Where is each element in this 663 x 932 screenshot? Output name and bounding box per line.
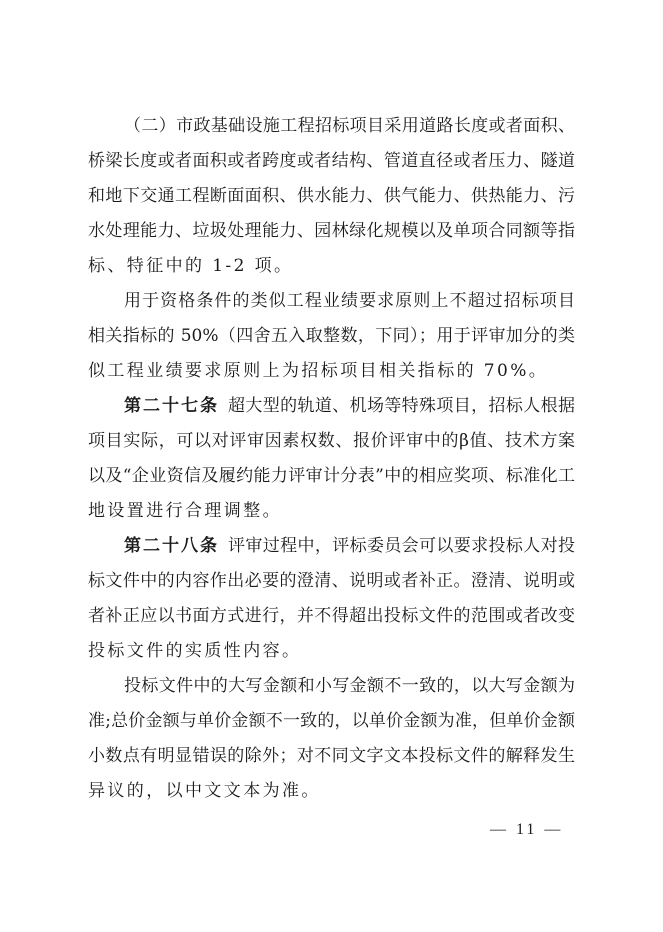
body-text-line: 者补正应以书面方式进行，并不得超出投标文件的范围或者改变 <box>88 606 575 626</box>
body-text-line: 以及“企业资信及履约能力评审计分表”中的相应奖项、标准化工 <box>88 466 575 486</box>
body-text-line: 小数点有明显错误的除外；对不同文字文本投标文件的解释发生 <box>88 746 575 766</box>
body-text-line: 投标文件中的大写金额和小写金额不一致的，以大写金额为 <box>124 676 575 696</box>
page-number: — 11 — <box>490 821 564 838</box>
body-text-line: 标文件中的内容作出必要的澄清、说明或者补正。澄清、说明或 <box>88 571 575 591</box>
body-text-line: 投标文件的实质性内容。 <box>88 641 302 661</box>
body-text-line: （二）市政基础设施工程招标项目采用道路长度或者面积、 <box>124 116 575 136</box>
body-text-line: 地设置进行合理调整。 <box>88 501 282 521</box>
body-text-line: 超大型的轨道、机场等特殊项目，招标人根据 <box>228 396 575 416</box>
body-text-line: 项目实际，可以对评审因素权数、报价评审中的β值、技术方案 <box>88 431 575 451</box>
body-text-line: 和地下交通工程断面面积、供水能力、供气能力、供热能力、污 <box>88 186 575 206</box>
body-text-line: 评审过程中，评标委员会可以要求投标人对投 <box>228 536 575 556</box>
body-text-line: 相关指标的 50%（四舍五入取整数，下同）；用于评审加分的类 <box>88 326 575 346</box>
body-text-line: 桥梁长度或者面积或者跨度或者结构、管道直径或者压力、隧道 <box>88 151 575 171</box>
body-text-line: 似工程业绩要求原则上为招标项目相关指标的 70%。 <box>88 361 549 381</box>
body-text-line: 标、特征中的 1-2 项。 <box>88 256 294 276</box>
article-heading: 第二十七条 <box>124 396 219 416</box>
article-heading: 第二十八条 <box>124 536 219 556</box>
body-text-line: 水处理能力、垃圾处理能力、园林绿化规模以及单项合同额等指 <box>88 221 575 241</box>
body-text-line: 准;总价金额与单价金额不一致的，以单价金额为准，但单价金额 <box>88 711 575 731</box>
body-text-line: 异议的，以中文文本为准。 <box>88 781 321 801</box>
body-text-line: 用于资格条件的类似工程业绩要求原则上不超过招标项目 <box>124 291 575 311</box>
